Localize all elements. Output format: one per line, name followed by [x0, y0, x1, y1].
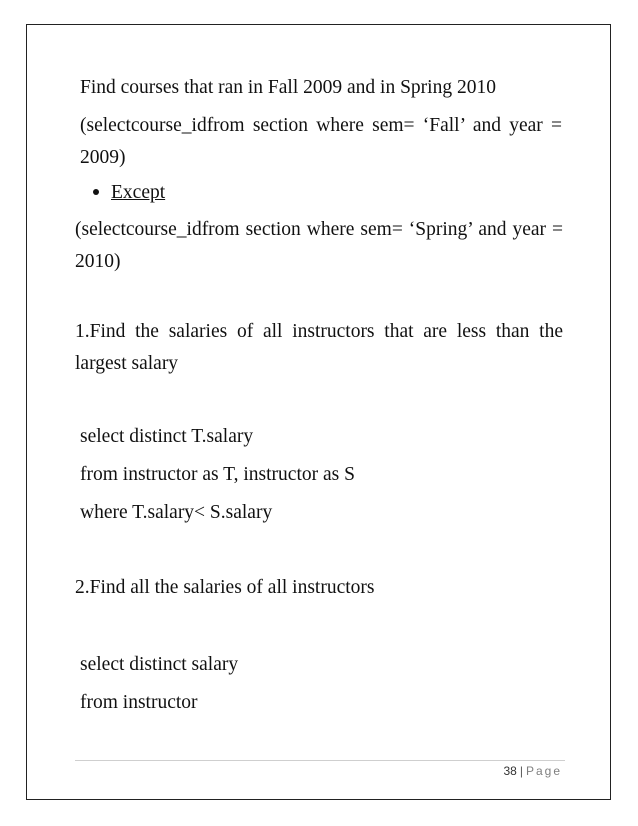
page-number: 38 [503, 764, 517, 778]
page-label: Page [525, 764, 562, 778]
question-two: 2.Find all the salaries of all instructors [75, 577, 375, 598]
footer-separator: | [519, 764, 523, 778]
page-footer [503, 764, 562, 778]
sql-one-line-3: where T.salary< S.salary [80, 502, 273, 523]
sql-one-line-2: from instructor as T, instructor as S [80, 464, 355, 485]
heading-line: Find courses that ran in Fall 2009 and in Spring 2010 [80, 77, 496, 98]
sql-two-line-1: select distinct salary [80, 654, 239, 675]
sql-two-line-2: from instructor [80, 692, 198, 713]
query-one: (selectcourse_idfrom section where sem= ‘Fall’ and year = 2009) [80, 115, 562, 168]
query-two: (selectcourse_idfrom section where sem= ‘Spring’ and year = 2010) [75, 219, 563, 272]
question-one: 1.Find the salaries of all instructors that are less than the largest salary [75, 321, 563, 374]
bullet-item-except [93, 177, 165, 209]
sql-one-line-1: select distinct T.salary [80, 426, 254, 447]
bullet-icon [93, 189, 99, 195]
bullet-label: Except [111, 182, 166, 203]
footer-rule [75, 760, 565, 761]
